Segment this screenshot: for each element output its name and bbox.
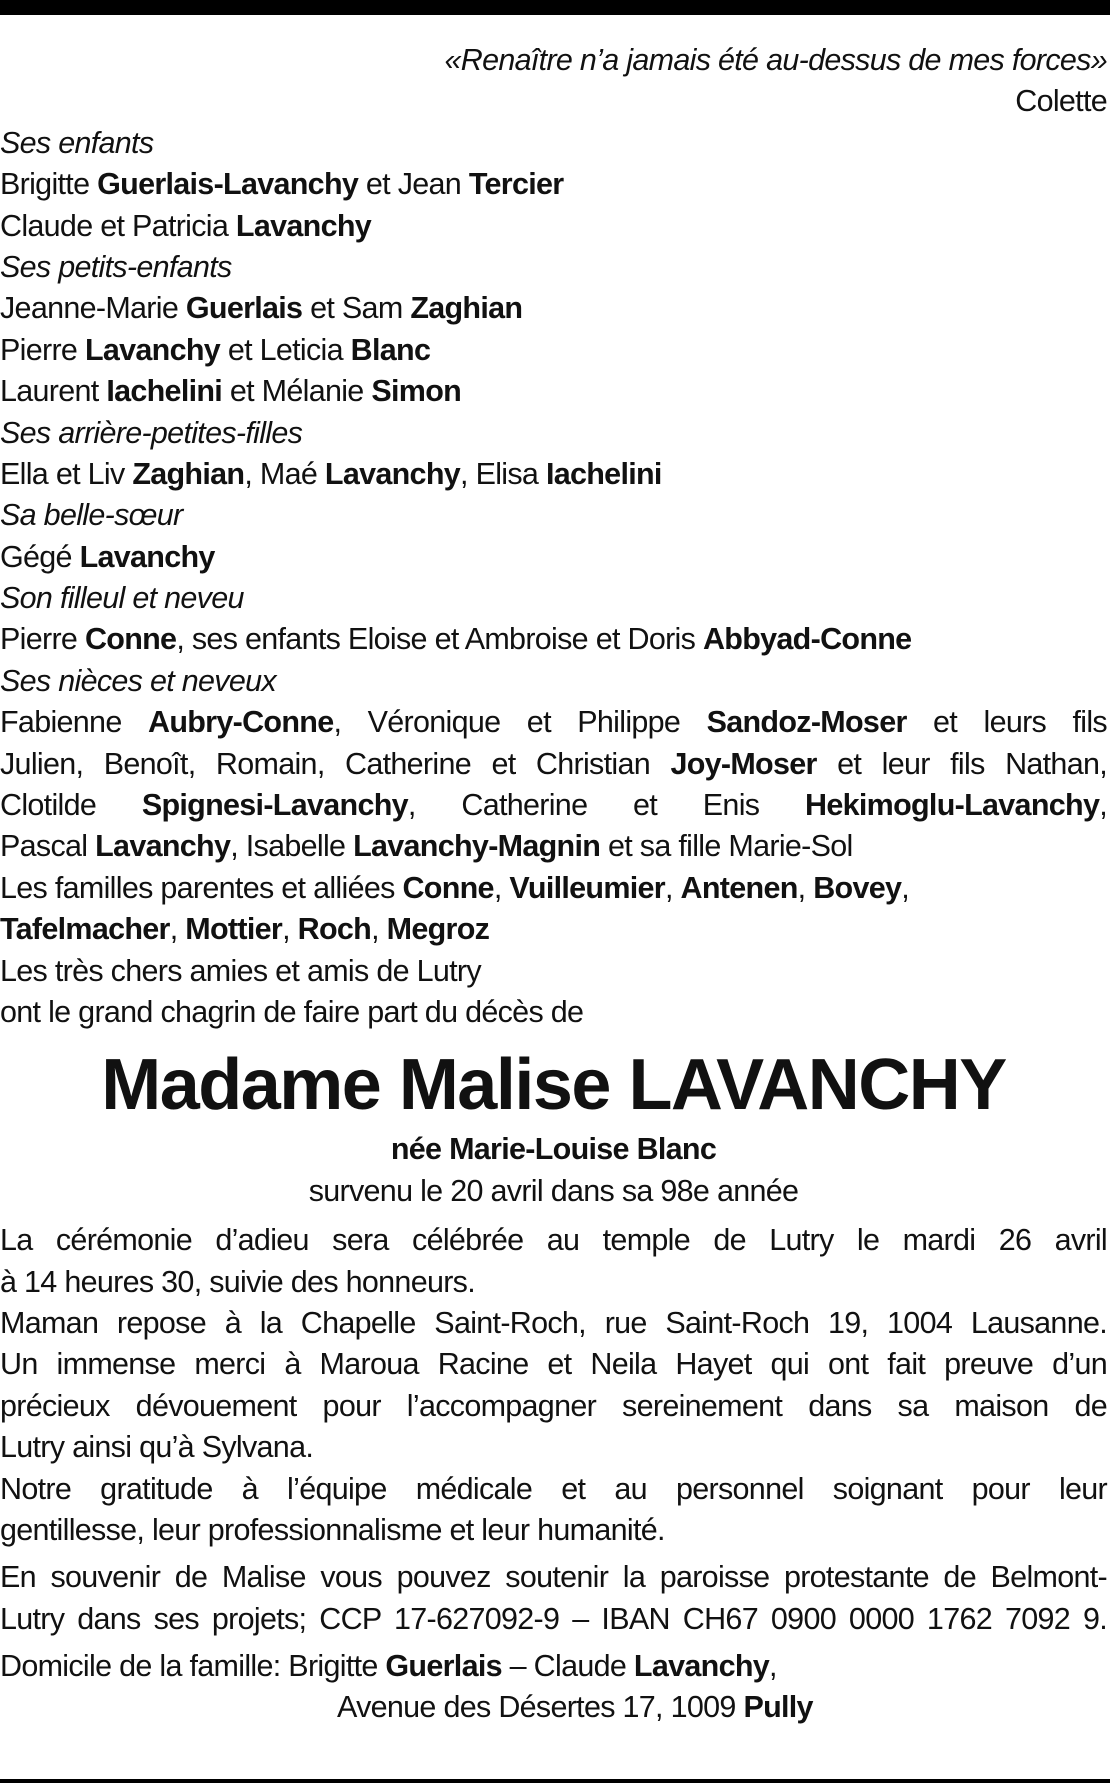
donation-line: Lutry dans ses projets; CCP 17-627092-9 – IBAN CH67 0900 0000 1762 7092 9. — [0, 1601, 1107, 1636]
family-line: Fabienne Aubry-Conne, Véronique et Philippe Sandoz-Moser et leurs fils — [0, 705, 1107, 740]
rest-location: Maman repose à la Chapelle Saint-Roch, rue Saint-Roch 19, 1004 Lausanne. — [0, 1305, 1107, 1340]
domicile-address: Avenue des Désertes 17, 1009 Pully — [337, 1690, 813, 1725]
group-heading-belle-soeur: Sa belle-sœur — [0, 498, 183, 533]
family-line: Ella et Liv Zaghian, Maé Lavanchy, Elisa Iachelini — [0, 456, 662, 491]
family-line: Pierre Conne, ses enfants Eloise et Ambroise et Doris Abbyad-Conne — [0, 622, 912, 657]
gratitude-line: gentillesse, leur professionnalisme et leur humanité. — [0, 1512, 665, 1547]
domicile-line: Domicile de la famille: Brigitte Guerlais – Claude Lavanchy, — [0, 1649, 777, 1684]
group-heading-nieces: Ses nièces et neveux — [0, 663, 276, 698]
families-line: Les familles parentes et alliées Conne, Vuilleumier, Antenen, Bovey, — [0, 870, 910, 905]
group-heading-enfants: Ses enfants — [0, 125, 154, 160]
family-line: Laurent Iachelini et Mélanie Simon — [0, 374, 462, 409]
epigraph-author: Colette — [1015, 84, 1107, 119]
obituary-notice — [0, 40, 1107, 1729]
thanks-line: Lutry ainsi qu’à Sylvana. — [0, 1430, 314, 1465]
deceased-name: Madame Malise LAVANCHY — [101, 1045, 1006, 1126]
group-heading-arriere: Ses arrière-petites-filles — [0, 415, 303, 450]
family-line: Pierre Lavanchy et Leticia Blanc — [0, 332, 431, 367]
bottom-rule — [0, 1779, 1110, 1783]
gratitude-line: Notre gratitude à l’équipe médicale et au personnel soignant pour leur — [0, 1471, 1107, 1506]
family-line: Julien, Benoît, Romain, Catherine et Christian Joy-Moser et leur fils Nathan, — [0, 746, 1107, 781]
families-line: Tafelmacher, Mottier, Roch, Megroz — [0, 912, 490, 947]
family-line: Gégé Lavanchy — [0, 539, 215, 574]
birth-name: née Marie-Louise Blanc — [390, 1132, 717, 1167]
donation-line: En souvenir de Malise vous pouvez soutenir la paroisse protestante de Belmont- — [0, 1560, 1107, 1595]
family-line: Claude et Patricia Lavanchy — [0, 208, 372, 243]
top-rule — [0, 0, 1110, 15]
family-line: Jeanne-Marie Guerlais et Sam Zaghian — [0, 291, 523, 326]
thanks-line: Un immense merci à Maroua Racine et Neila Hayet qui ont fait preuve d’un — [0, 1347, 1107, 1382]
family-line: Brigitte Guerlais-Lavanchy et Jean Tercier — [0, 167, 564, 202]
family-line: Clotilde Spignesi-Lavanchy, Catherine et Enis Hekimoglu-Lavanchy, — [0, 788, 1107, 823]
ceremony-line: à 14 heures 30, suivie des honneurs. — [0, 1264, 475, 1299]
announcement-line: ont le grand chagrin de faire part du décès de — [0, 994, 584, 1029]
epigraph-quote: «Renaître n’a jamais été au-dessus de mes forces» — [444, 43, 1107, 77]
family-line: Pascal Lavanchy, Isabelle Lavanchy-Magnin et sa fille Marie-Sol — [0, 829, 853, 864]
death-info: survenu le 20 avril dans sa 98e année — [308, 1173, 799, 1208]
ceremony-line: La cérémonie d’adieu sera célébrée au temple de Lutry le mardi 26 avril — [0, 1223, 1107, 1258]
group-heading-filleul: Son filleul et neveu — [0, 581, 244, 616]
friends-line: Les très chers amies et amis de Lutry — [0, 953, 481, 988]
group-heading-petits-enfants: Ses petits-enfants — [0, 249, 232, 284]
thanks-line: précieux dévouement pour l’accompagner sereinement dans sa maison de — [0, 1388, 1107, 1423]
